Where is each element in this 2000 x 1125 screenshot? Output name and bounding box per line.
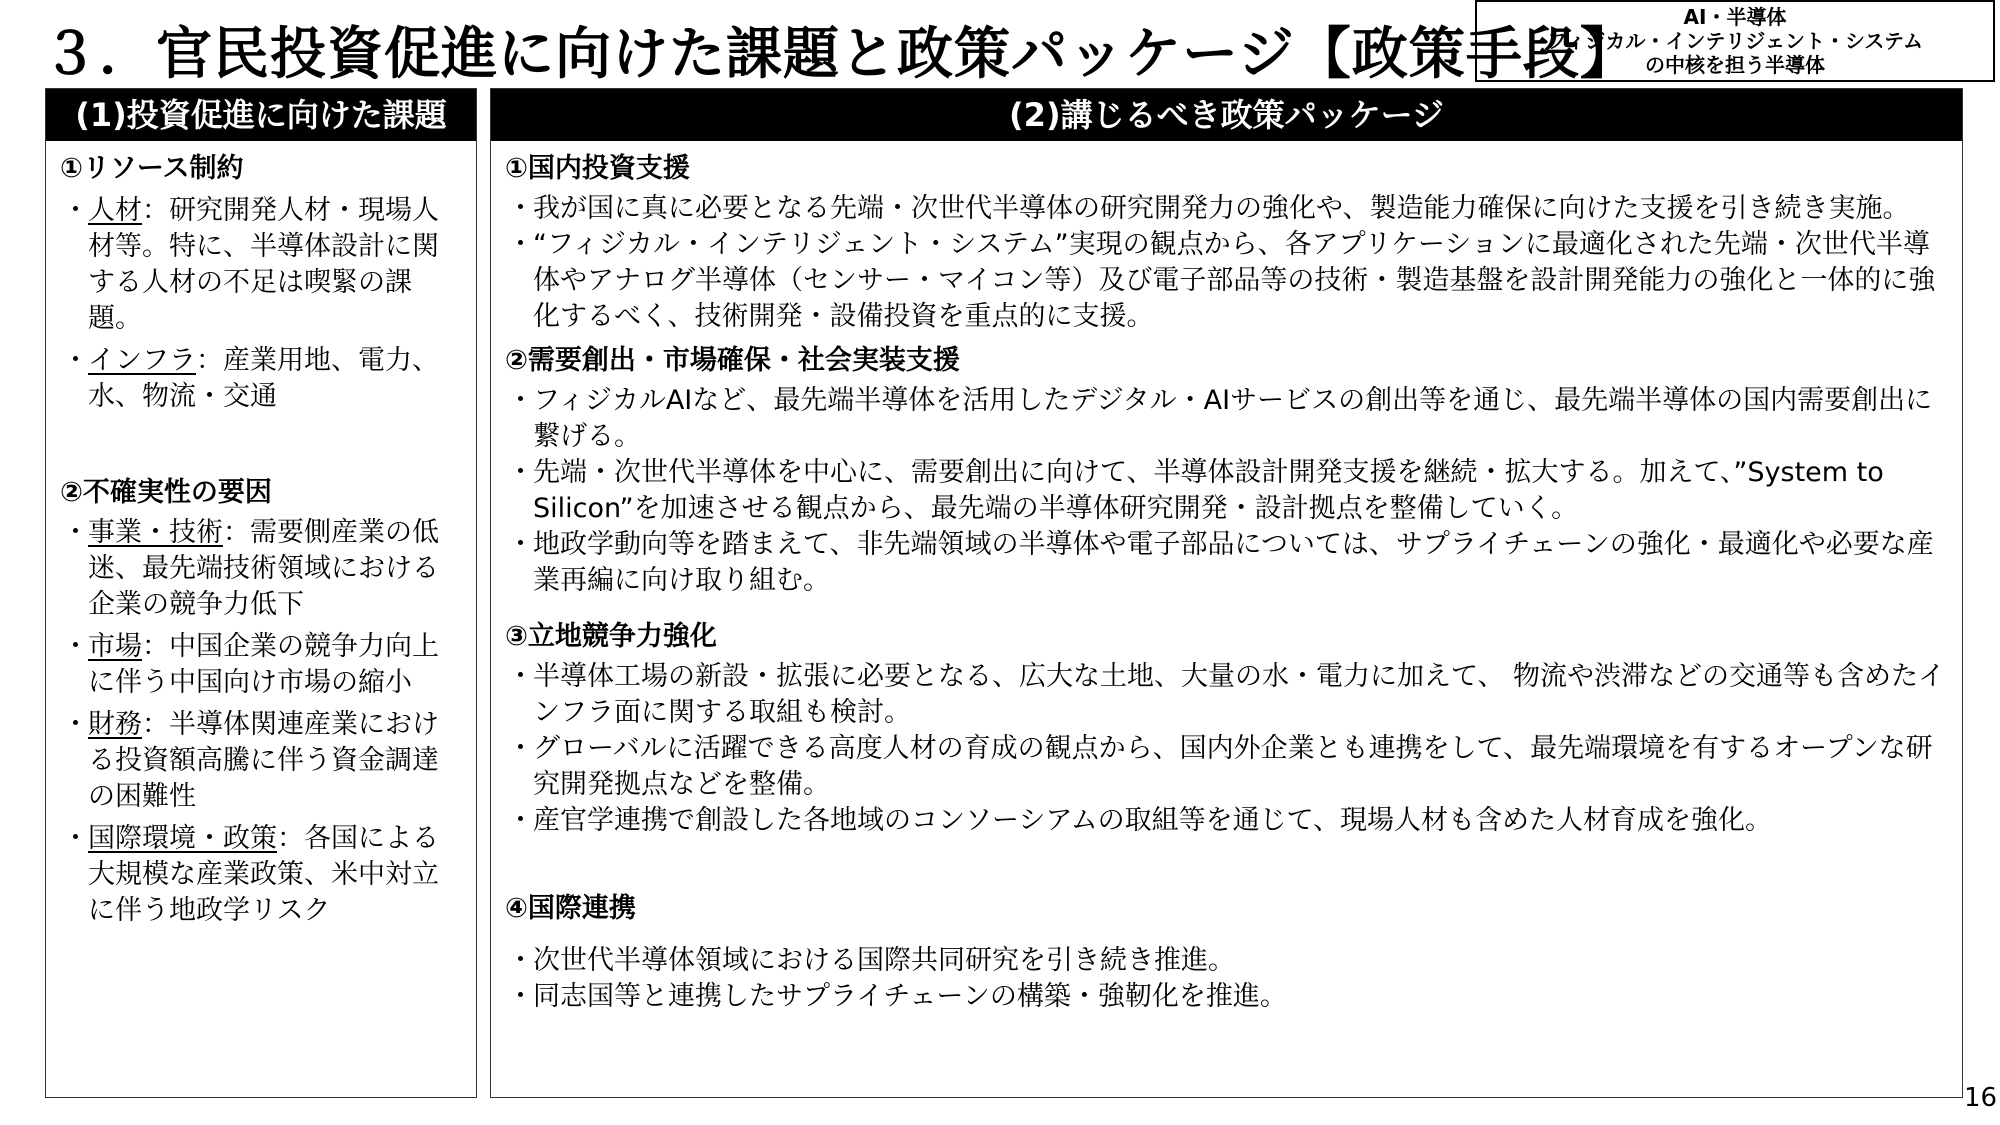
bullet-text: グローバルに活躍できる高度人材の育成の観点から、国内外企業とも連携をして、最先端環境を有するオープンな研究開発拠点などを整備。 [533,733,1933,800]
bullet-mark: ・ [62,517,89,548]
bullet-mark: ・ [507,385,534,416]
bullet-mark: ・ [507,805,534,836]
international-cooperation-heading: ④国際連携 [505,893,636,924]
domestic-investment-heading: ①国内投資支援 [505,153,690,184]
bullet-text: 産官学連携で創設した各地域のコンソーシアムの取組等を通じて、現場人材も含めた人材育成を強化。 [533,805,1773,836]
policy-package-content [491,151,1962,1015]
page-title: ３．官民投資促進に向けた課題と政策パッケージ【政策手段】 [42,22,1637,87]
resource-constraints-heading: ①リソース制約 [60,153,244,184]
tag-line-2: フィジカル・インテリジェント・システム [1547,29,1923,53]
bullet-term: 人材 [88,195,142,226]
list-item [60,629,462,701]
bullet-term: 事業・技術 [88,517,223,548]
list-item [505,455,1948,527]
bullet-mark: ・ [507,193,534,224]
bullet-mark: ・ [507,529,534,560]
list-item [60,193,462,337]
bullet-text: ：産業用地、電力、水、物流・交通 [88,345,439,412]
policy-package-panel [490,88,1963,1098]
bullet-mark: ・ [507,945,534,976]
bullet-text: ：半導体関連産業における投資額高騰に伴う資金調達の困難性 [88,709,439,812]
list-item [60,343,462,415]
bullet-text: 先端・次世代半導体を中心に、需要創出に向けて、半導体設計開発支援を継続・拡大する。加えて、”System to Silicon”を加速させる観点から、最先端の半導体研究開発・設計拠点を整備していく。 [533,457,1884,524]
bullet-term: 国際環境・政策 [88,823,277,854]
challenges-content [46,151,476,929]
bullet-mark: ・ [62,195,89,226]
list-item [505,731,1948,803]
challenges-header: (1)投資促進に向けた課題 [46,89,476,141]
bullet-term: 市場 [88,631,142,662]
list-item [505,803,1948,839]
bullet-text: “フィジカル・インテリジェント・システム”実現の観点から、各アプリケーションに最適化された先端・次世代半導体やアナログ半導体（センサー・マイコン等）及び電子部品等の技術・製造基盤を設計開発能力の強化と一体的に強化するべく、技術開発・設備投資を重点的に支援。 [533,229,1936,332]
bullet-term: 財務 [88,709,142,740]
bullet-mark: ・ [62,823,89,854]
list-item [60,821,462,929]
list-item [505,227,1948,335]
list-item [60,515,462,623]
bullet-text: 次世代半導体領域における国際共同研究を引き続き推進。 [533,945,1235,976]
bullet-text: 同志国等と連携したサプライチェーンの構築・強靭化を推進。 [533,981,1287,1012]
bullet-text: ：需要側産業の低迷、最先端技術領域における企業の競争力低下 [88,517,439,620]
list-item [505,527,1948,599]
page-number: 16 [1964,1083,1998,1113]
bullet-text: 地政学動向等を踏まえて、非先端領域の半導体や電子部品については、サプライチェーンの強化・最適化や必要な産業再編に向け取り組む。 [533,529,1934,596]
bullet-mark: ・ [507,981,534,1012]
location-competitiveness-heading: ③立地競争力強化 [505,621,717,652]
list-item [505,191,1948,227]
list-item [505,659,1948,731]
bullet-mark: ・ [507,457,534,488]
bullet-term: インフラ [88,345,196,376]
bullet-text: ：各国による大規模な産業政策、米中対立に伴う地政学リスク [88,823,439,926]
bullet-mark: ・ [507,661,534,692]
bullet-mark: ・ [62,345,89,376]
bullet-text: 我が国に真に必要となる先端・次世代半導体の研究開発力の強化や、製造能力確保に向けた支援を引き続き実施。 [533,193,1910,224]
list-item [505,383,1948,455]
demand-creation-heading: ②需要創出・市場確保・社会実装支援 [505,345,960,376]
list-item [505,979,1948,1015]
bullet-mark: ・ [507,733,534,764]
bullet-mark: ・ [62,631,89,662]
policy-package-header: (2)講じるべき政策パッケージ [491,89,1962,141]
challenges-panel [45,88,477,1098]
bullet-text: 半導体工場の新設・拡張に必要となる、広大な土地、大量の水・電力に加えて、 物流や渋滞などの交通等も含めたインフラ面に関する取組も検討。 [533,661,1946,728]
bullet-text: フィジカルAIなど、最先端半導体を活用したデジタル・AIサービスの創出等を通じ、最先端半導体の国内需要創出に繋げる。 [533,385,1933,452]
uncertainty-factors-heading: ②不確実性の要因 [60,477,272,508]
list-item [505,943,1948,979]
category-tag-box [1475,0,1995,82]
tag-line-3: の中核を担う半導体 [1645,53,1825,77]
bullet-text: ：研究開発人材・現場人材等。特に、半導体設計に関する人材の不足は喫緊の課題。 [88,195,439,334]
bullet-mark: ・ [62,709,89,740]
tag-line-1: AI・半導体 [1683,5,1787,29]
bullet-text: ：中国企業の競争力向上に伴う中国向け市場の縮小 [88,631,439,698]
list-item [60,707,462,815]
bullet-mark: ・ [507,229,534,260]
